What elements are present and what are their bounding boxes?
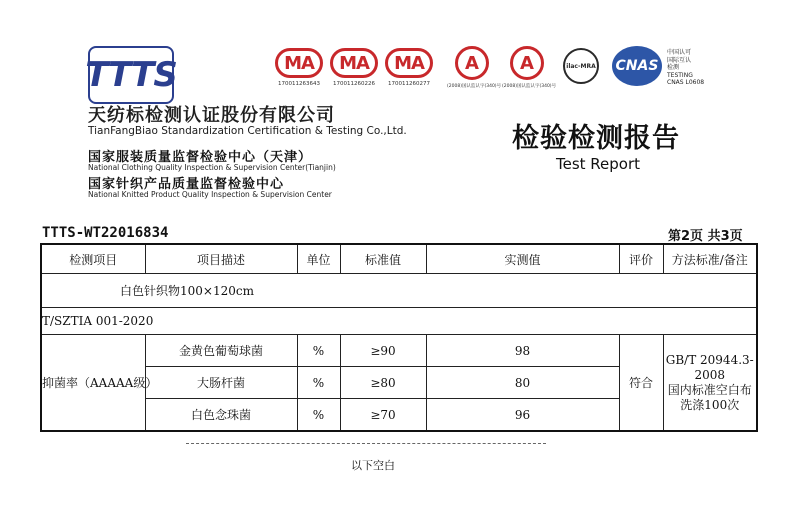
method-note: 国内标准空白布 <box>667 382 752 397</box>
ma-cert-mark-3 <box>385 48 433 87</box>
measured-value-cell: 96 <box>426 399 619 432</box>
header-measured-value: 实测值 <box>426 244 619 274</box>
end-divider <box>186 443 546 444</box>
standard-value-cell: ≥90 <box>340 335 426 367</box>
knitted-center-en: National Knitted Product Quality Inspection & Supervision Center <box>88 190 332 199</box>
standard-row <box>41 308 757 335</box>
unit-cell: % <box>297 399 340 432</box>
ma-cert-mark-1 <box>275 48 323 87</box>
standard-value-cell: ≥70 <box>340 399 426 432</box>
logo-text: TTTS <box>85 55 177 95</box>
ma-icon: MA <box>275 48 323 78</box>
blank-below-note: 以下空白 <box>351 459 395 472</box>
clothing-center-en: National Clothing Quality Inspection & Supervision Center(Tianjin) <box>88 163 336 172</box>
description-cell: 金黄色葡萄球菌 <box>145 335 297 367</box>
clothing-center-cn: 国家服装质量监督检验中心（天津） <box>88 150 313 165</box>
cnas-text: 中国认可 国际互认 检测 TESTING CNAS L0608 <box>667 49 705 86</box>
method-cell <box>663 335 757 432</box>
knitted-center-cn: 国家针织产品质量监督检验中心 <box>88 177 285 192</box>
sample-description: 白色针织物100×120cm <box>41 274 757 308</box>
header-method: 方法标准/备注 <box>663 244 757 274</box>
company-name-en: TianFangBiao Standardization Certification & Testing Co.,Ltd. <box>88 125 407 137</box>
table-row <box>41 335 757 367</box>
report-title-en: Test Report <box>556 155 641 173</box>
test-item-cell: 抑菌率（AAAAA级） <box>41 335 145 432</box>
ma-icon: MA <box>330 48 378 78</box>
a-icon: A <box>455 46 489 80</box>
evaluation-cell: 符合 <box>619 335 663 432</box>
unit-cell: % <box>297 367 340 399</box>
description-cell: 大肠杆菌 <box>145 367 297 399</box>
ma-cert-number: 170011260277 <box>388 81 430 87</box>
measured-value-cell: 98 <box>426 335 619 367</box>
a-cert-caption: (2008)国认监认字(340)号 <box>502 84 557 89</box>
company-name-cn: 天纺标检测认证股份有限公司 <box>88 105 335 126</box>
standard-value-cell: ≥80 <box>340 367 426 399</box>
header-evaluation: 评价 <box>619 244 663 274</box>
a-cert-mark-1 <box>447 46 502 89</box>
sample-row <box>41 274 757 308</box>
ma-cert-mark-2 <box>330 48 378 87</box>
ma-cert-number: 170011260226 <box>333 81 375 87</box>
method-standard: GB/T 20944.3-2008 <box>665 352 754 382</box>
results-table <box>40 243 758 432</box>
a-cert-mark-2 <box>502 46 557 89</box>
method-wash: 洗涤100次 <box>680 397 740 412</box>
ma-icon: MA <box>385 48 433 78</box>
a-cert-caption: (2008)国认监认字(340)号 <box>447 84 502 89</box>
company-logo <box>85 46 177 104</box>
header-test-item: 检测项目 <box>41 244 145 274</box>
ma-cert-number: 170011263643 <box>278 81 320 87</box>
report-title-cn: 检验检测报告 <box>512 123 680 154</box>
header-standard-value: 标准值 <box>340 244 426 274</box>
standard-code: T/SZTIA 001-2020 <box>41 308 757 335</box>
ilac-mra-mark <box>561 48 601 84</box>
cnas-icon: CNAS <box>612 46 662 86</box>
description-cell: 白色念珠菌 <box>145 399 297 432</box>
report-number: TTTS-WT22016834 <box>42 225 169 241</box>
measured-value-cell: 80 <box>426 367 619 399</box>
unit-cell: % <box>297 335 340 367</box>
header-description: 项目描述 <box>145 244 297 274</box>
a-icon: A <box>510 46 544 80</box>
header-unit: 单位 <box>297 244 340 274</box>
cnas-mark <box>612 46 662 86</box>
page-info: 第2页 共3页 <box>668 229 743 244</box>
ilac-icon: ilac-MRA <box>563 48 599 84</box>
table-header-row <box>41 244 757 274</box>
